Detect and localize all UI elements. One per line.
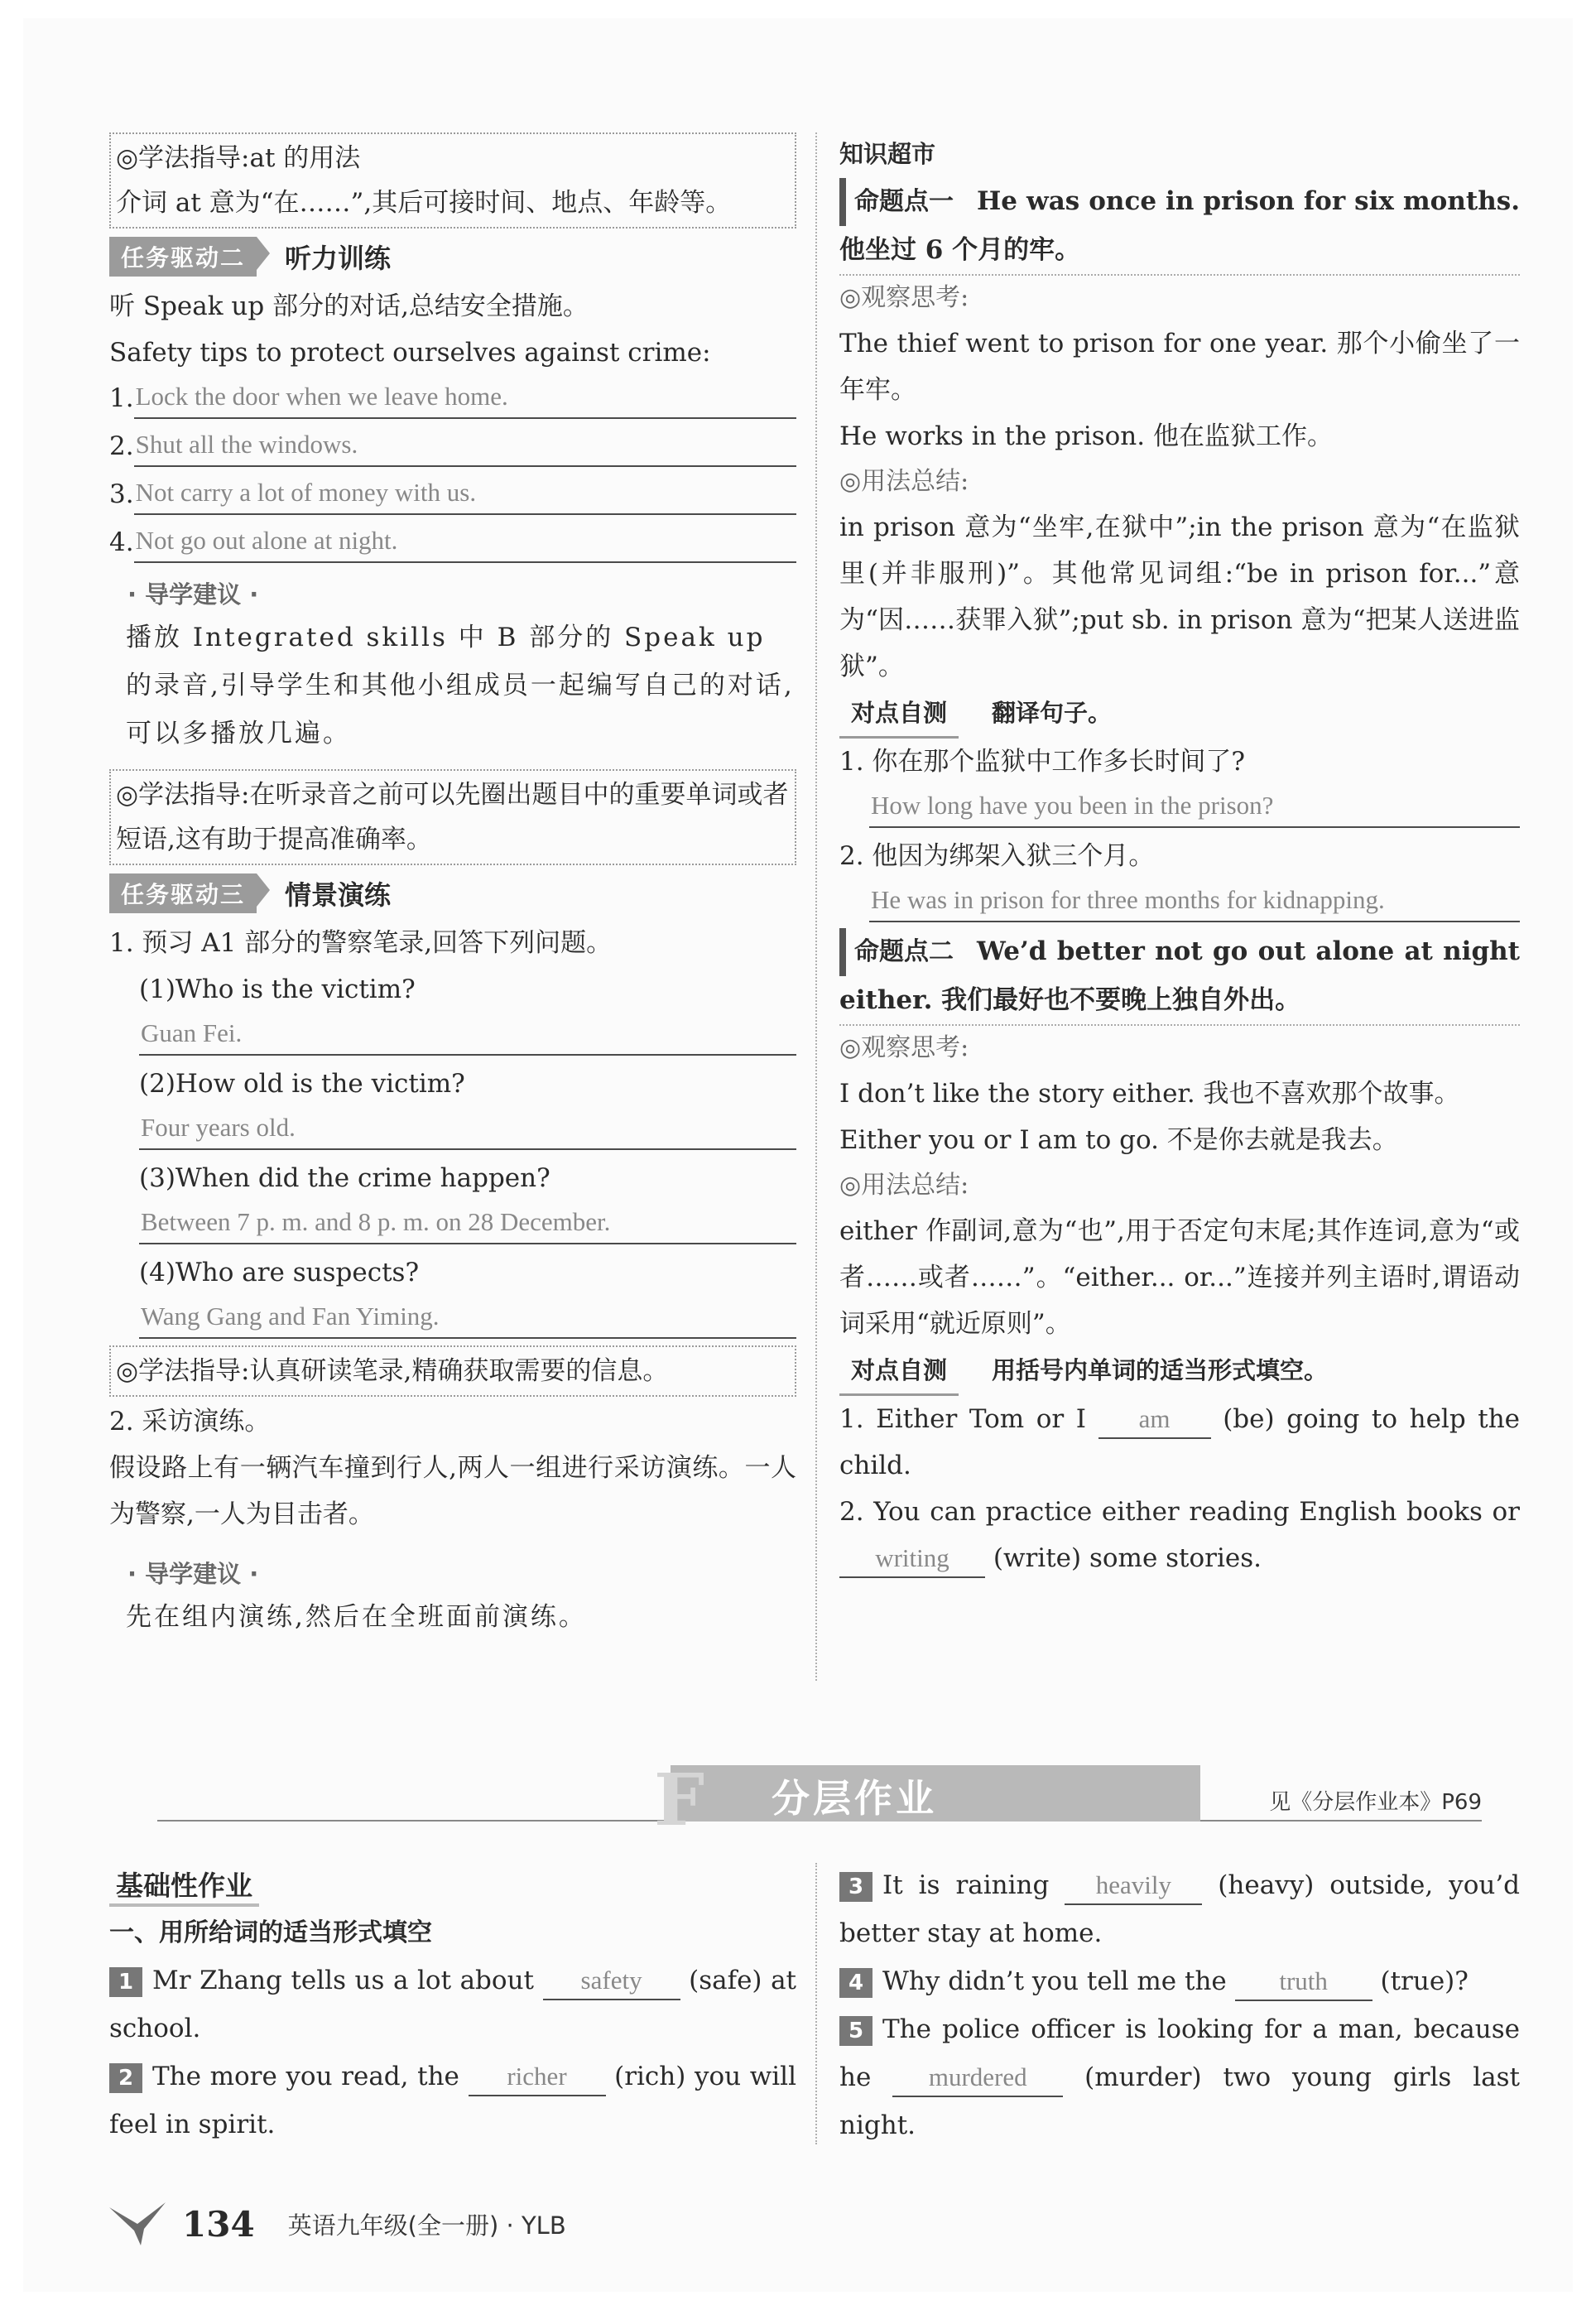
item-number: 5 bbox=[839, 2016, 873, 2046]
question-1: 1. 预习 A1 部分的警察笔录,回答下列问题。 bbox=[109, 928, 613, 958]
homework-item: 5 The police officer is looking for a man, because he murdered (murder) two young girls last night. bbox=[839, 2014, 1520, 2140]
fill-blank-answer: am bbox=[1098, 1401, 1211, 1439]
fill-blank-answer: writing bbox=[839, 1540, 985, 1578]
book-title: 英语九年级(全一册) · YLB bbox=[287, 2211, 566, 2240]
question-2-body: 假设路上有一辆汽车撞到行人,两人一组进行采访演练。一人为警察,一人为目击者。 bbox=[109, 1453, 796, 1529]
example-sentence: I don’t like the story either. 我也不喜欢那个故事。 bbox=[839, 1079, 1460, 1109]
study-tip-at bbox=[109, 132, 796, 229]
point-sentence: He was once in prison for six months. 他坐过 6 个月的牢。 bbox=[839, 186, 1520, 265]
guide-suggestion-body: 播放 Integrated skills 中 B 部分的 Speak up 的录音,引导学生和其他小组成员一起编写自己的对话,可以多播放几遍。 bbox=[126, 623, 795, 748]
task-tag: 任务驱动二 bbox=[109, 237, 257, 277]
task-header-scenario bbox=[109, 870, 796, 917]
homework-item: 2 The more you read, the richer (rich) you will feel in spirit. bbox=[109, 2053, 796, 2149]
self-test-instruction: 用括号内单词的适当形式填空。 bbox=[992, 1356, 1329, 1384]
qa-question: (4)Who are suspects? bbox=[139, 1258, 420, 1287]
task-title: 情景演练 bbox=[285, 879, 392, 911]
point-1 bbox=[839, 177, 1520, 276]
example-sentence: Either you or I am to go. 不是你去就是我去。 bbox=[839, 1125, 1398, 1155]
task-prompt: Safety tips to protect ourselves against crime: bbox=[109, 338, 711, 368]
fill-blank-answer: murdered bbox=[892, 2059, 1063, 2097]
observe-label: ◎观察思考: bbox=[839, 1033, 969, 1062]
observe-label: ◎观察思考: bbox=[839, 283, 969, 312]
example-sentence: The thief went to prison for one year. 那个小偷坐了一年牢。 bbox=[839, 329, 1520, 405]
test-answer: How long have you been in the prison? bbox=[869, 785, 1520, 828]
qa-question: (3)When did the crime happen? bbox=[139, 1163, 550, 1193]
point-tag: 命题点二 bbox=[839, 928, 962, 976]
fill-blank-answer: richer bbox=[469, 2058, 606, 2096]
task-title: 听力训练 bbox=[285, 243, 392, 274]
point-tag: 命题点一 bbox=[839, 178, 962, 226]
self-test-tag: 对点自测 bbox=[839, 690, 959, 739]
homework-item: 1 Mr Zhang tells us a lot about safety (safe) at school. bbox=[109, 1956, 796, 2053]
summary-label: ◎用法总结: bbox=[839, 1171, 969, 1200]
self-test-instruction: 翻译句子。 bbox=[992, 699, 1113, 727]
guide-suggestion-title: · 导学建议 · bbox=[127, 1560, 259, 1588]
tip-body: 介词 at 意为“在……”,其后可接时间、地点、年龄等。 bbox=[116, 188, 732, 218]
qa-answer: Guan Fei. bbox=[139, 1013, 796, 1056]
test-question: 2. 他因为绑架入狱三个月。 bbox=[839, 841, 1155, 871]
task-intro: 听 Speak up 部分的对话,总结安全措施。 bbox=[109, 291, 589, 321]
test-answer: He was in prison for three months for kidnapping. bbox=[869, 879, 1520, 922]
summary-body: in prison 意为“坐牢,在狱中”;in the prison 意为“在监狱里(并非服刑)”。其他常见词组:“be in prison for...”意为“因……获罪入狱”;put sb. in prison 意为“把某人送进监狱”。 bbox=[839, 513, 1520, 681]
qa-list bbox=[109, 966, 796, 1344]
study-tip-listening: ◎学法指导:在听录音之前可以先圈出题目中的重要单词或者短语,这有助于提高准确率。 bbox=[109, 769, 796, 865]
summary-label: ◎用法总结: bbox=[839, 467, 969, 496]
bird-logo-icon bbox=[108, 2201, 169, 2247]
item-number: 1 bbox=[109, 1967, 142, 1997]
guide-suggestion-title: · 导学建议 · bbox=[127, 580, 259, 609]
homework-item: 4 Why didn’t you tell me the truth (true)? bbox=[839, 1957, 1520, 2005]
qa-answer: Four years old. bbox=[139, 1107, 796, 1150]
banner-title: 分层作业 bbox=[772, 1776, 937, 1821]
basic-homework-title: 基础性作业 bbox=[109, 1865, 259, 1907]
fill-blank-2: 2. You can practice either reading English books or writing (write) some stories. bbox=[839, 1489, 1520, 1581]
knowledge-market-title: 知识超市 bbox=[839, 140, 936, 168]
point-sentence: We’d better not go out alone at night either. 我们最好也不要晚上独自外出。 bbox=[839, 936, 1520, 1015]
point-2 bbox=[839, 927, 1520, 1026]
answer-text: Lock the door when we leave home. bbox=[134, 376, 796, 419]
fill-blank-answer: heavily bbox=[1065, 1867, 1202, 1905]
safety-tip-row: 3. Not carry a lot of money with us. bbox=[109, 472, 796, 520]
qa-question: (2)How old is the victim? bbox=[139, 1069, 465, 1099]
answer-text: Shut all the windows. bbox=[134, 424, 796, 467]
homework-reference: 见《分层作业本》P69 bbox=[1269, 1790, 1482, 1815]
homework-item: 3 It is raining heavily (heavy) outside, you’d better stay at home. bbox=[839, 1861, 1520, 1957]
homework-right bbox=[839, 1861, 1520, 2149]
qa-question: (1)Who is the victim? bbox=[139, 975, 416, 1004]
self-test-tag: 对点自测 bbox=[839, 1347, 959, 1396]
column-divider bbox=[815, 132, 817, 1681]
item-number: 3 bbox=[839, 1872, 873, 1902]
safety-tip-row: 4. Not go out alone at night. bbox=[109, 520, 796, 568]
fill-blank-1: 1. Either Tom or I am (be) going to help the child. bbox=[839, 1396, 1520, 1489]
guide-suggestion-body: 先在组内演练,然后在全班面前演练。 bbox=[126, 1602, 587, 1632]
qa-answer: Wang Gang and Fan Yiming. bbox=[139, 1296, 796, 1339]
answer-text: Not carry a lot of money with us. bbox=[134, 472, 796, 515]
right-column bbox=[839, 131, 1520, 1581]
safety-tip-row: 1. Lock the door when we leave home. bbox=[109, 376, 796, 424]
safety-tip-row: 2. Shut all the windows. bbox=[109, 424, 796, 472]
homework-section-title: 一、用所给词的适当形式填空 bbox=[109, 1918, 432, 1947]
fill-blank-answer: safety bbox=[543, 1962, 680, 2000]
item-number: 4 bbox=[839, 1968, 873, 1998]
qa-answer: Between 7 p. m. and 8 p. m. on 28 December. bbox=[139, 1201, 796, 1244]
self-test-header bbox=[839, 690, 1520, 739]
task-header-listening bbox=[109, 233, 796, 280]
page-footer bbox=[108, 2201, 566, 2247]
homework-left bbox=[109, 1861, 796, 2149]
task-tag: 任务驱动三 bbox=[109, 873, 257, 913]
page-number: 134 bbox=[182, 2203, 255, 2245]
question-2: 2. 采访演练。 bbox=[109, 1407, 271, 1437]
summary-body: either 作副词,意为“也”,用于否定句末尾;其作连词,意为“或者……或者……”。“either... or...”连接并列主语时,谓语动词采用“就近原则”。 bbox=[839, 1216, 1520, 1339]
self-test-header bbox=[839, 1347, 1520, 1396]
fill-blank-answer: truth bbox=[1235, 1963, 1372, 2001]
answer-text: Not go out alone at night. bbox=[134, 520, 796, 563]
banner-letter: F bbox=[654, 1759, 705, 1842]
column-divider bbox=[815, 1863, 817, 2144]
test-question: 1. 你在那个监狱中工作多长时间了? bbox=[839, 747, 1246, 777]
layered-homework-banner bbox=[157, 1759, 1482, 1842]
study-tip-notes: ◎学法指导:认真研读笔录,精确获取需要的信息。 bbox=[109, 1345, 796, 1397]
left-column bbox=[109, 131, 796, 1641]
item-number: 2 bbox=[109, 2063, 142, 2093]
tip-title: ◎学法指导:at 的用法 bbox=[116, 143, 361, 173]
example-sentence: He works in the prison. 他在监狱工作。 bbox=[839, 421, 1333, 451]
